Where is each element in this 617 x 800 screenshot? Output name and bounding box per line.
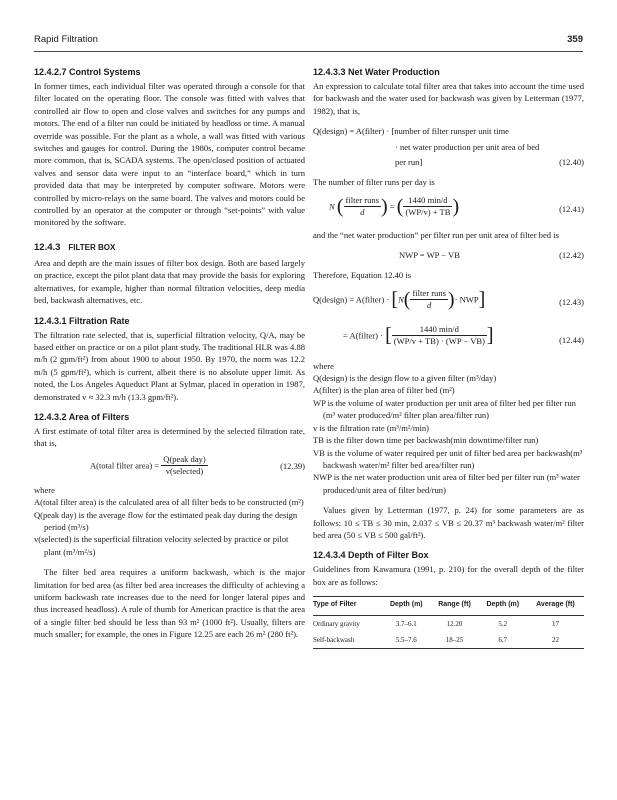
filter-runs-text: The number of filter runs per day is [313,177,435,188]
therefore-text: Therefore, Equation 12.40 is [313,270,412,281]
area-of-filters-text-2: The filter bed area requires a uniform backwash, which is the major limitation for bed area (as filter bed area increases the difficulty of achieving a uniform backwash rate increases due to the need for longer lateral pipes and thus increased headloss). A rule of thumb for American practice is that the area of a single filter bed should be less than 93 m² (1000 ft²). Usually, filters are much smaller; for example, the ones in Figure 12.25 are each 26 m² (280 ft²). [34,567,305,640]
values-text: Values given by Letterman (1977, p. 24) for some parameters are as follows: 10 ≤ TB ≤ 30 min, 2.037 ≤ VB ≤ 20.37 m³ backwash water/m² filter bed area (50 ≤ VB ≤ 500 gal/ft²). [313,505,584,540]
equation-12-39: A(total filter area) = $\frac{\text{Q(peak day)}}{\text{v(selected)}}$ (12.39) [90,453,305,476]
definition-item: Q(peak day) is the average flow for the estimated peak day during the design period (m³/s) [34,509,298,532]
equation-12-44: = A(filter) · [ $\frac{1440 \min/d}{(WP/v + TB) \cdot (WP - VB)}$ ] (12.44) [343,323,584,347]
section-title-filtration-rate: 12.4.3.1 Filtration Rate [34,315,130,326]
definition-list-right [313,372,584,496]
definition-item: NWP is the net water production unit area of filter bed per filter run (m³ water produced/unit area of filter bed/run) [313,472,580,495]
page-header [34,34,583,48]
control-systems-text: In former times, each individual filter was operated through a console for that filter located on the operating floor. The console was fitted with valves that controlled air flow to open and close valves and switches for any pumps and motors. The end of a filter run could be initiated by headloss or time. A manual override was possible. For the plant as a whole, a wall was fitted with various switches and gauges for control. During the 1980s, computer control became more common, that is, SCADA systems. The open/closed position of actuated valves and sensor data were input to an “interface board,” which in turn provided data that may be interpreted by computer software. Motors were controlled by micro-relays on the same board. The valves and motors could be controlled by an operator at the computer or through “set-points” with value monitored by the software. [34,81,305,228]
equation-12-42: NWP = WP − VB (12.42) [399,250,584,261]
page-number: 359 [567,34,583,45]
definition-item: TB is the filter down time per backwash(min downtime/filter run) [313,435,539,446]
equation-12-41: N ( $\frac{\text{filter runs}}{d}$ ) = ( $\frac{1440 \min/d}{(WP/v) + TB}$ ) (12.41) [329,194,584,218]
running-title: Rapid Filtration [34,34,98,45]
table-header-row: Type of Filter Depth (m) Range (ft) Depth (m) Average (ft) [313,597,584,615]
table-row: Self-backwash 5.5–7.6 18–25 6.7 22 [313,632,584,649]
filter-box-text: Area and depth are the main issues of filter box design. Both are based largely on practice, except the pilot plant data that may provide the basis for exploring alternatives, for example, higher than normal filtration velocities, deep media bed, backwash alternatives, etc. [34,257,305,306]
section-title-area-of-filters: 12.4.3.2 Area of Filters [34,411,130,422]
definition-item: A(filter) is the plan area of filter bed (m²) [313,385,455,396]
equation-12-43: Q(design) = A(filter) · [N( $\frac{\text{filter runs}}{d}$ )· NWP] (12.43) [313,287,584,311]
header-rule [34,51,583,52]
right-column [313,66,584,649]
filter-depth-table [313,596,584,649]
definition-list-left [34,496,305,558]
definition-item: VB is the volume of water required per unit of filter bed area per backwash(m³ backwash water/m² filter bed area/filter run) [313,447,583,470]
definition-item: WP is the volume of water production per unit area of filter bed per filter run (m³ water produced/m² filter plan area/filter run) [313,397,576,421]
definition-item: v(selected) is the superficial filtration velocity selected by practice or pilot plant (m³/m²/s) [34,534,289,557]
section-title-net-water-production: 12.4.3.3 Net Water Production [313,67,440,77]
definition-item: Q(design) is the design flow to a given filter (m³/day) [313,373,497,384]
section-title-control-systems: 12.4.2.7 Control Systems [34,67,141,77]
where-label: where [34,484,55,495]
section-title-depth-of-filter-box: 12.4.3.4 Depth of Filter Box [313,550,429,561]
section-title-filter-box: 12.4.3 FILTER BOX [34,241,116,253]
left-column [34,66,305,641]
equation-12-40: Q(design) = A(filter) · [number of filter runsper unit time · net water production per unit area of bed per run] (12.40) [313,126,584,168]
depth-of-filter-box-text: Guidelines from Kawamura (1991, p. 210) for the overall depth of the filter box are as follows: [313,564,584,587]
nwp-text: and the “net water production” per filter run per unit area of filter bed is [313,229,559,240]
filtration-rate-text: The filtration rate selected, that is, superficial filtration velocity, Q/A, may be based either on practice or on a pilot plant study. The traditional HLR was 4.88 m/h (2 gpm/ft²) from about 1900 to about 1950. By 1970, the norm was 12.2 m/h (5 gpm/ft²), which is current, albeit there is no absolute upper limit. As noted, the Los Angeles Aqueduct Plant at Sylmar, placed in operation in 1987, demonstrated v ≈ 32.3 m/h (13.3 gpm/ft²). [34,329,305,402]
definition-item: A(total filter area) is the calculated area of all filter beds to be constructed (m²) [34,497,304,508]
table-row: Ordinary gravity 3.7–6.1 12.20 5.2 17 [313,619,559,628]
definition-item: v is the filtration rate (m³/m²/min) [313,422,429,433]
net-water-production-text: An expression to calculate total filter area that takes into account the time used for backwash and the water used for backwash was given by Letterman (1977, 1982), that is, [313,81,584,116]
where-label: where [313,360,334,371]
area-of-filters-text: A first estimate of total filter area is determined by the selected filtration rate, that is, [34,425,305,449]
